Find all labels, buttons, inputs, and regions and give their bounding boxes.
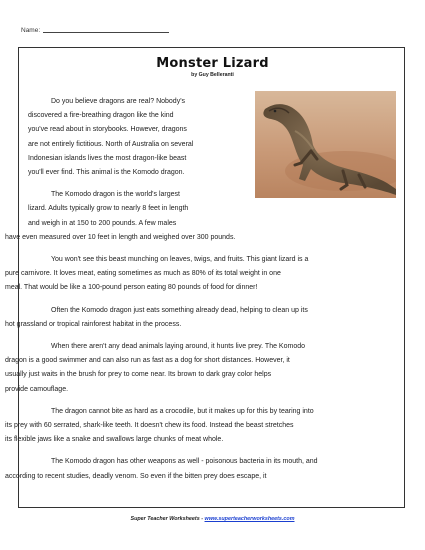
paragraph-6: [5, 405, 398, 448]
footer-brand: Super Teacher Worksheets: [130, 516, 200, 522]
text-line: The dragon cannot bite as hard as a crocodile, but it makes up for this by tearing into: [51, 407, 314, 415]
text-line: pure carnivore. It loves meat, eating sometimes as much as 80% of its total weight in one: [5, 270, 281, 278]
footer-link[interactable]: www.superteacherworksheets.com: [204, 516, 295, 522]
text-line: according to recent studies, deadly venom. So even if the bitten prey does escape, it: [5, 472, 267, 480]
text-line: The Komodo dragon has other weapons as well - poisonous bacteria in its mouth, and: [51, 458, 318, 466]
text-line: you've read about in storybooks. However, dragons: [28, 126, 187, 134]
text-line: have even measured over 10 feet in length and weighed over 300 pounds.: [5, 233, 236, 241]
text-line: Often the Komodo dragon just eats something already dead, helping to clean up its: [51, 306, 308, 314]
text-line: Indonesian islands lives the most dragon-like beast: [28, 154, 187, 162]
text-line: Do you believe dragons are real? Nobody's: [51, 98, 186, 105]
name-blank-line[interactable]: [43, 32, 169, 33]
footer-separator: -: [199, 516, 205, 522]
text-line: meal. That would be like a 100-pound person eating 80 pounds of food for dinner!: [5, 284, 258, 292]
text-line: and weigh in at 150 to 200 pounds. A few males: [28, 219, 177, 227]
text-line: You won't see this beast munching on leaves, twigs, and fruits. This giant lizard is a: [51, 256, 309, 264]
text-line: usually just waits in the brush for prey to come near. Its brown to dark gray color helps: [5, 371, 272, 379]
text-line: are not entirely fictitious. North of Australia on several: [28, 140, 194, 148]
page-footer: [0, 516, 425, 522]
text-line: hot grassland or tropical rainforest habitat in the process.: [5, 320, 182, 328]
text-line: discovered a fire-breathing dragon like the kind: [28, 112, 174, 120]
paragraph-7: [5, 455, 398, 483]
text-line: lizard. Adults typically grow to nearly 8 feet in length: [28, 205, 189, 213]
text-line: you'll ever find. This animal is the Komodo dragon.: [28, 169, 185, 177]
paragraph-5: [5, 340, 398, 397]
article-body: [5, 95, 398, 492]
text-line: provide camouflage.: [5, 385, 69, 393]
paragraph-4: [5, 304, 398, 332]
author-byline: by Guy Belleranti: [191, 72, 234, 78]
name-field[interactable]: [21, 27, 169, 34]
page-title: Monster Lizard: [156, 56, 269, 71]
text-line: its prey with 60 serrated, shark-like teeth. It doesn't chew its food. Instead the beast stretches: [5, 422, 294, 430]
text-line: When there aren't any dead animals laying around, it hunts live prey. The Komodo: [51, 343, 306, 351]
paragraph-3: [5, 253, 398, 296]
name-label: Name:: [21, 27, 41, 34]
paragraph-1: [28, 95, 246, 180]
text-line: its flexible jaws like a snake and swallows large chunks of meat whole.: [5, 436, 224, 444]
paragraph-2: [5, 188, 398, 245]
text-line: dragon is a good swimmer and can also run as fast as a dog for short distances. However, it: [5, 357, 290, 365]
text-line: The Komodo dragon is the world's largest: [51, 191, 180, 199]
